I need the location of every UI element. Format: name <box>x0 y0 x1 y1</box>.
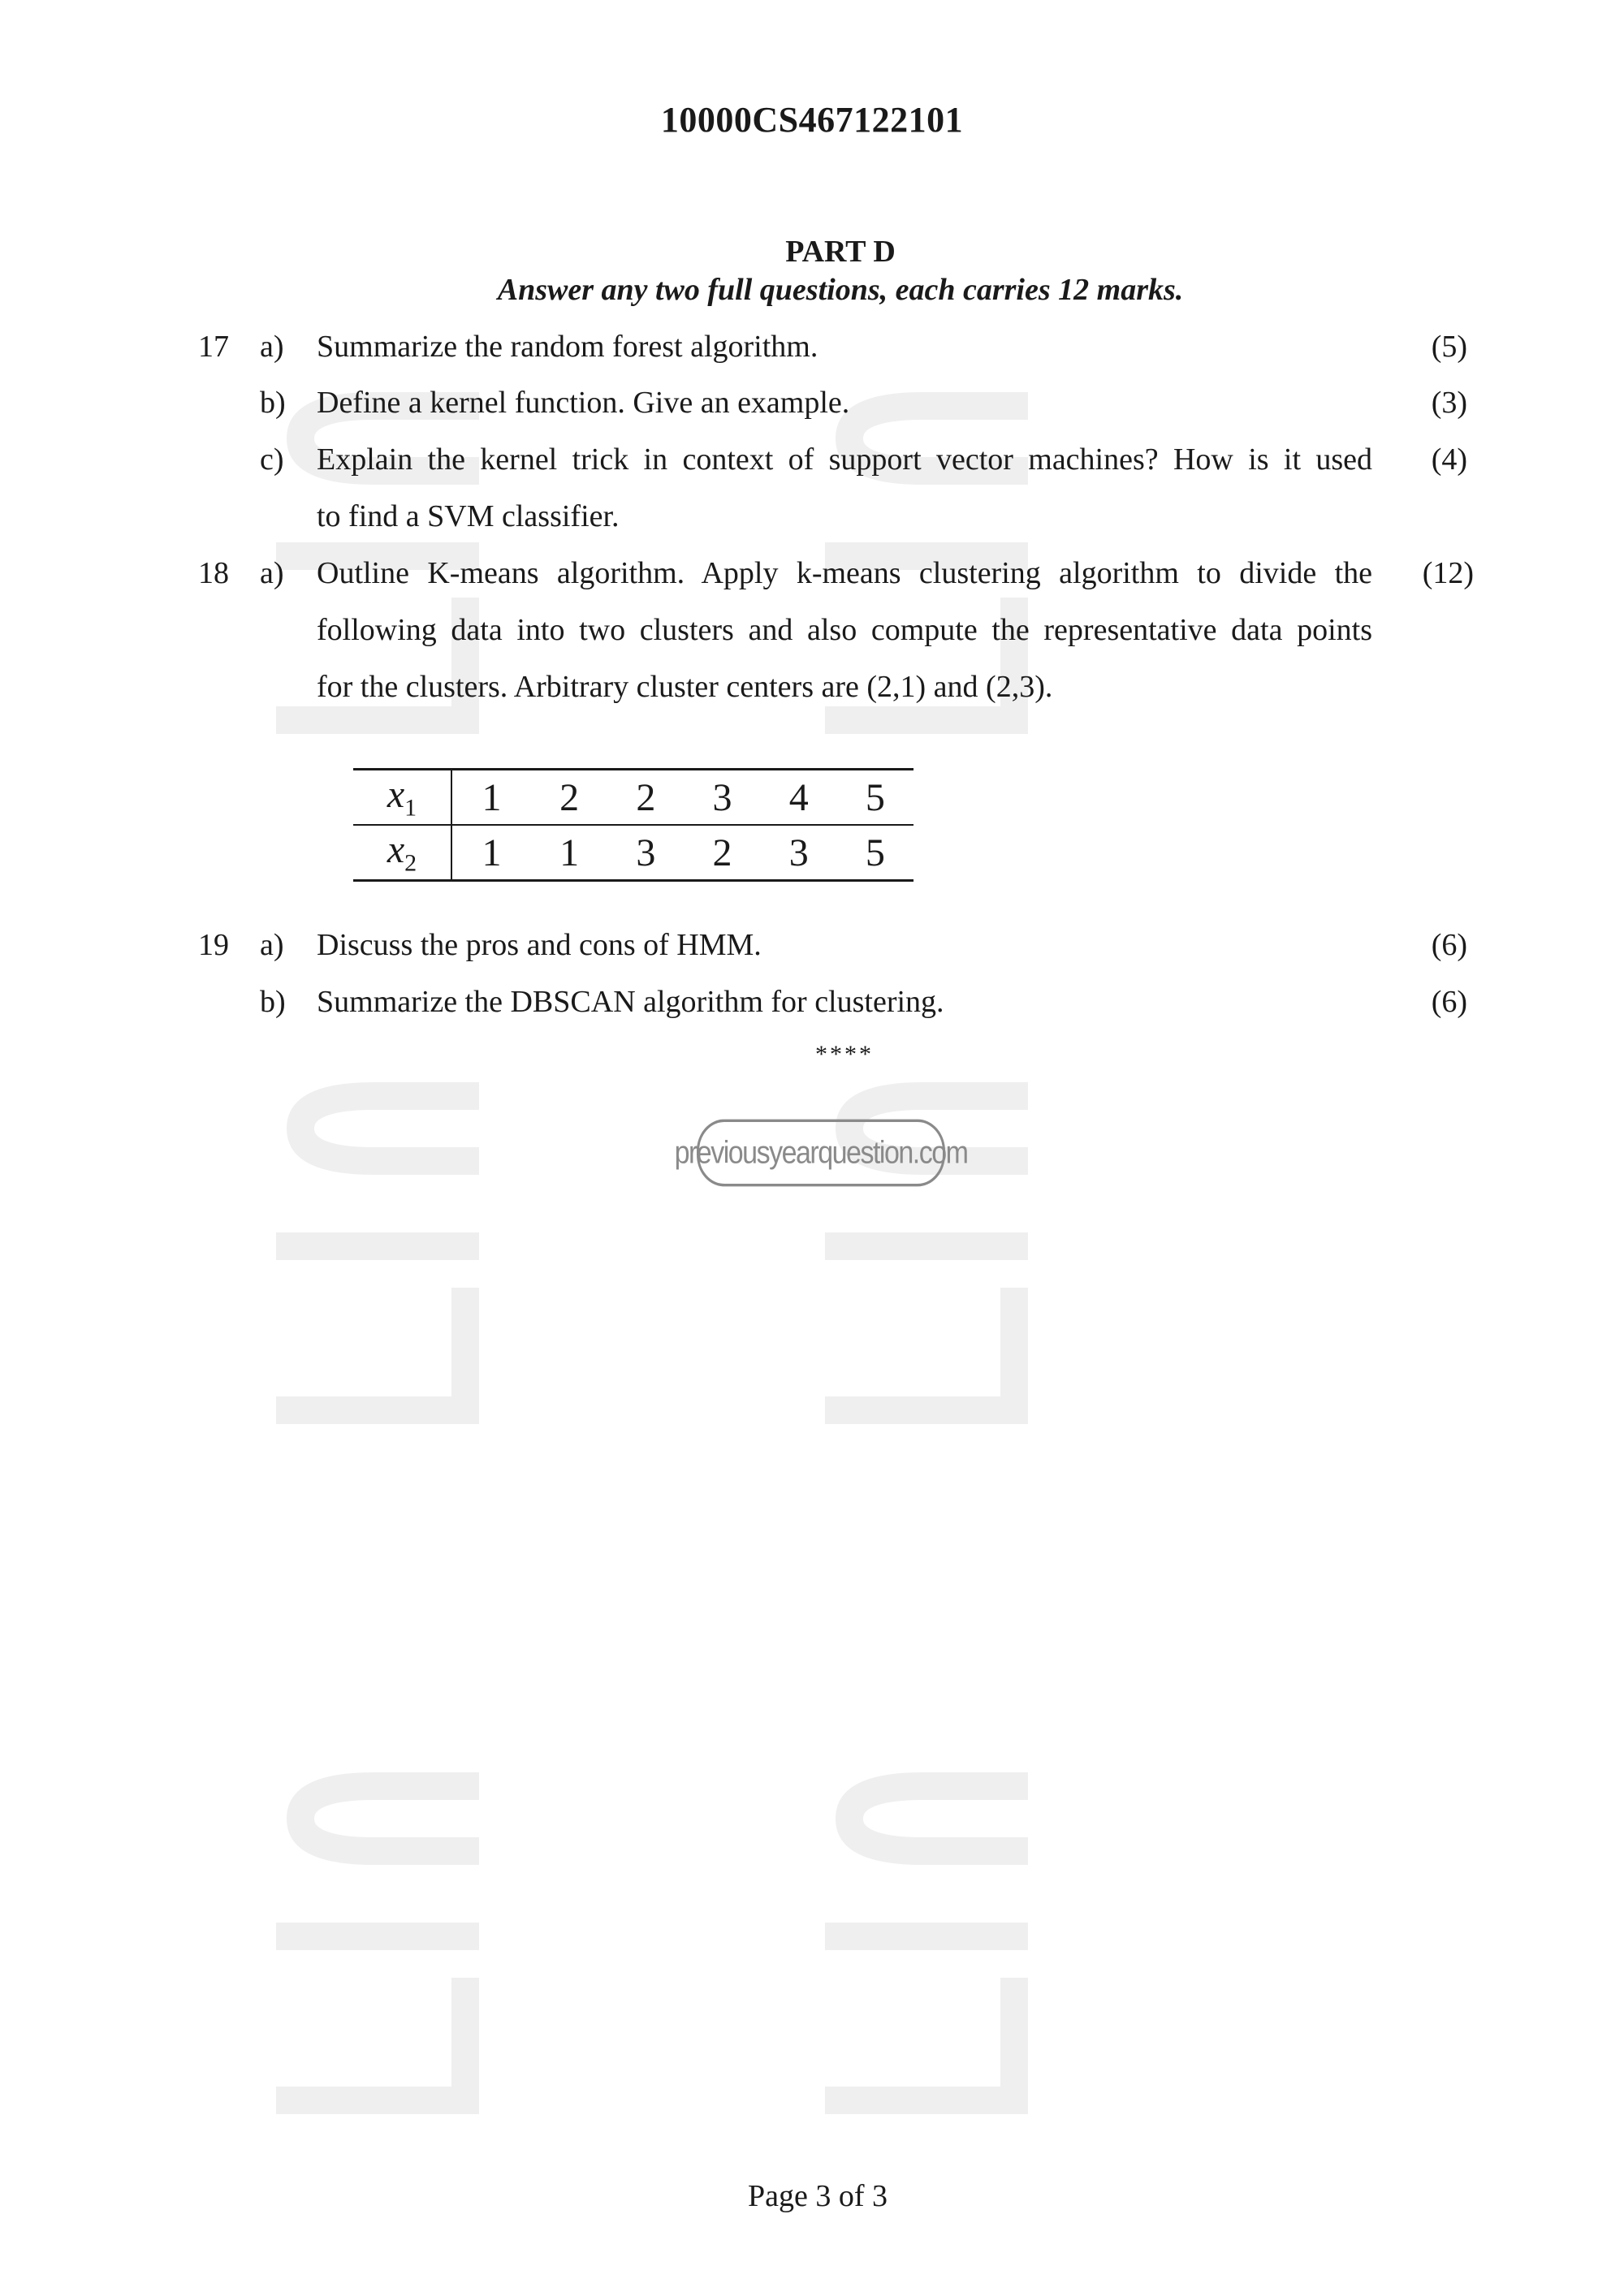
watermark-t-bar <box>276 1396 479 1424</box>
question-text: Summarize the DBSCAN algorithm for clustering. <box>317 985 944 1019</box>
watermark-i-shape <box>825 1232 1028 1260</box>
table-cell: 2 <box>684 825 760 881</box>
marks: (6) <box>1431 928 1467 962</box>
end-separator: **** <box>815 1041 874 1068</box>
table-cell: 2 <box>531 770 607 826</box>
watermark-c-shape <box>276 1072 479 1185</box>
subquestion-label: a) <box>260 928 284 962</box>
watermark-t-bar <box>825 1396 1028 1424</box>
watermark-c-shape <box>276 1762 479 1875</box>
watermark-i-shape <box>825 1923 1028 1950</box>
table-cell: 3 <box>607 825 684 881</box>
question-text-line: for the clusters. Arbitrary cluster centers are (2,1) and (2,3). <box>317 670 1053 704</box>
question-paper-code: 10000CS467122101 <box>660 100 964 140</box>
table-cell: 5 <box>837 770 914 826</box>
table-cell: 3 <box>761 825 837 881</box>
marks: (4) <box>1431 442 1467 477</box>
marks: (5) <box>1431 330 1467 364</box>
page-number: Page 3 of 3 <box>747 2179 888 2213</box>
table-row <box>353 825 914 881</box>
row-header: $x_2$ <box>353 825 451 881</box>
subquestion-label: c) <box>260 442 284 477</box>
table-cell: 2 <box>607 770 684 826</box>
table-cell: 1 <box>451 770 531 826</box>
question-text: Define a kernel function. Give an example. <box>317 386 850 420</box>
part-instructions: Answer any two full questions, each carries 12 marks. <box>497 273 1184 307</box>
watermark-logo: previousyearquestion.com <box>697 1120 945 1187</box>
question-text-line: Explain the kernel trick in context of support vector machines? How is it used <box>317 442 1372 477</box>
table-cell: 5 <box>837 825 914 881</box>
table-cell: 4 <box>761 770 837 826</box>
subquestion-label: b) <box>260 985 286 1019</box>
subquestion-label: b) <box>260 386 286 420</box>
table-row <box>353 770 914 826</box>
watermark-i-shape <box>276 1923 479 1950</box>
marks: (3) <box>1431 386 1467 420</box>
watermark-t-bar <box>276 2087 479 2114</box>
data-table <box>353 768 914 882</box>
question-number: 18 <box>198 556 229 590</box>
watermark-i-shape <box>276 1232 479 1260</box>
table-cell: 3 <box>684 770 760 826</box>
question-text-line: to find a SVM classifier. <box>317 499 620 533</box>
question-number: 17 <box>198 330 229 364</box>
watermark-c-shape <box>825 382 1028 495</box>
watermark-t-bar <box>825 706 1028 734</box>
question-text-line: following data into two clusters and also compute the representative data points <box>317 613 1372 647</box>
marks: (12) <box>1422 556 1474 590</box>
subquestion-label: a) <box>260 556 284 590</box>
watermark-t-bar <box>276 706 479 734</box>
watermark-t-bar <box>825 2087 1028 2114</box>
question-text: Summarize the random forest algorithm. <box>317 330 818 364</box>
subquestion-label: a) <box>260 330 284 364</box>
table-cell: 1 <box>451 825 531 881</box>
question-number: 19 <box>198 928 229 962</box>
table-cell: 1 <box>531 825 607 881</box>
question-text-line: Outline K-means algorithm. Apply k-means clustering algorithm to divide the <box>317 556 1372 590</box>
marks: (6) <box>1431 985 1467 1019</box>
question-text: Discuss the pros and cons of HMM. <box>317 928 762 962</box>
watermark-c-shape <box>825 1762 1028 1875</box>
row-header: $x_1$ <box>353 770 451 826</box>
part-title: PART D <box>785 235 896 269</box>
